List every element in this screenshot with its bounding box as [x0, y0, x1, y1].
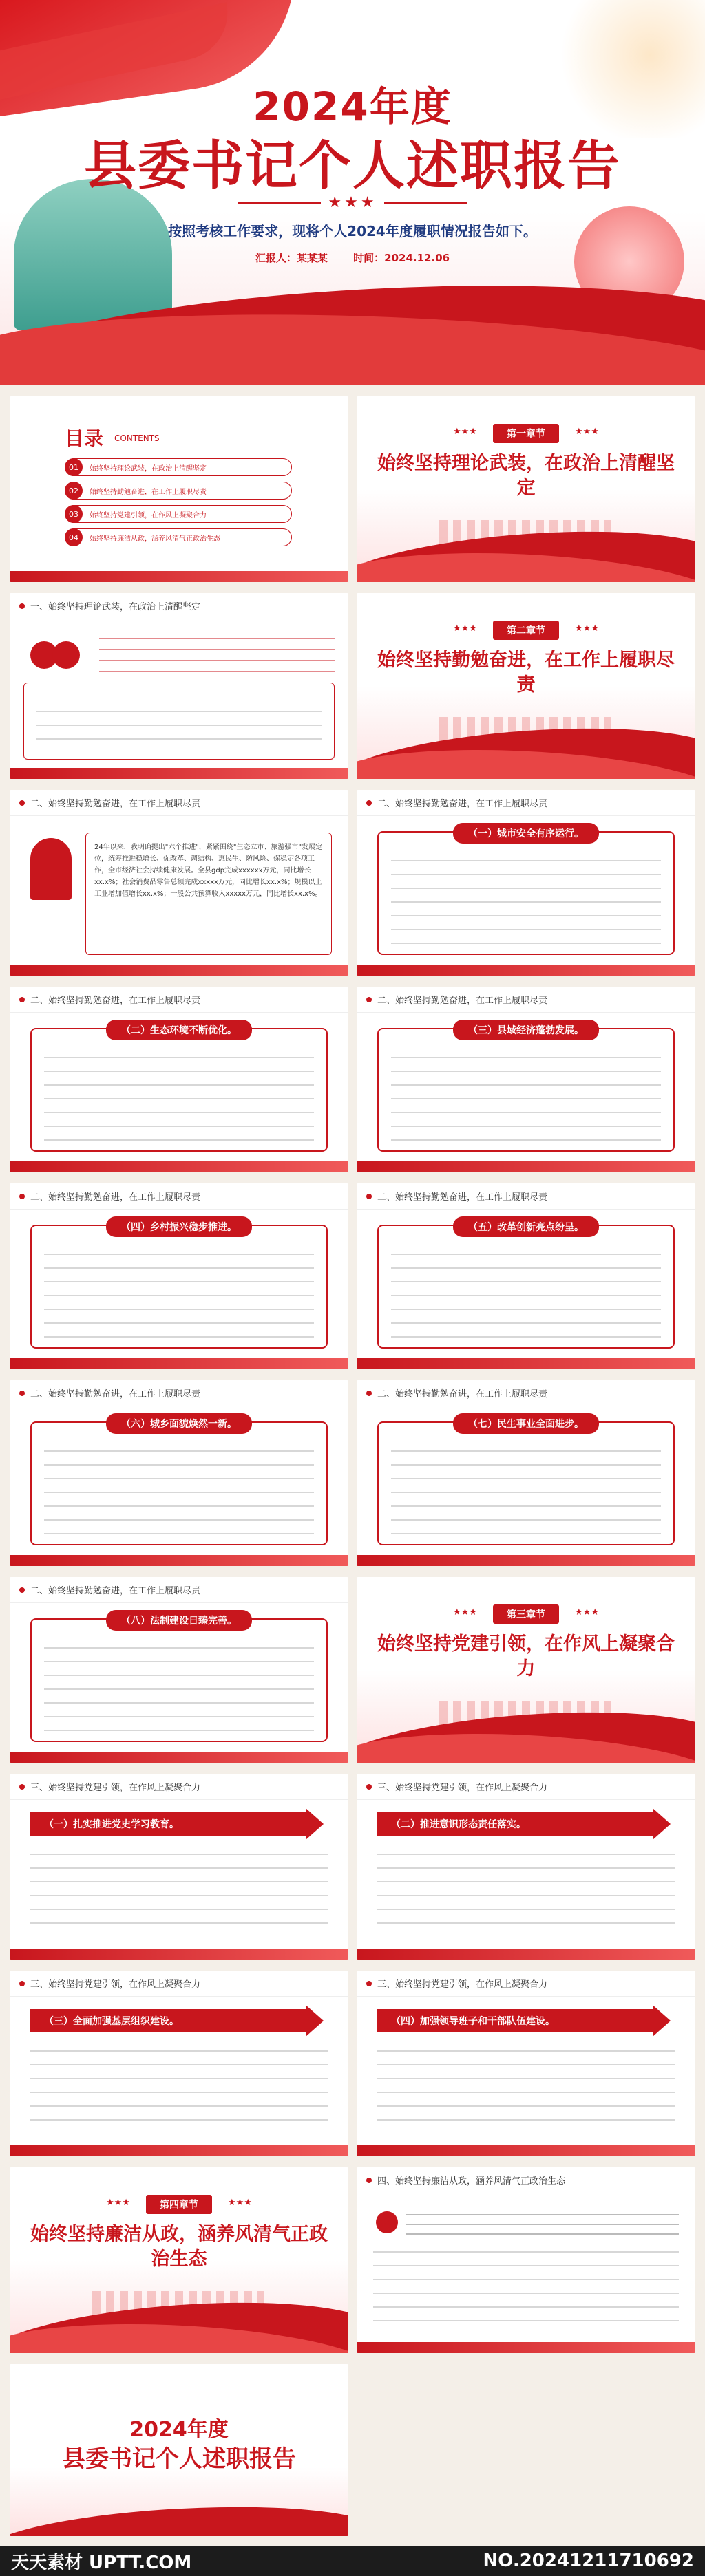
toc-item-3[interactable]: 03 始终坚持党建引领，在作风上凝聚合力 [65, 505, 292, 523]
section-2-8-slide: 二、始终坚持勤勉奋进，在工作上履职尽责 （八）法制建设日臻完善。 [10, 1577, 348, 1763]
cover-title-year: 2024年度 [253, 83, 452, 130]
chapter-4-slide: ★★★ ★★★ 第四章节 始终坚持廉洁从政，涵养风清气正政治生态 [10, 2167, 348, 2353]
section-1-slide [10, 593, 348, 779]
reporter-label: 汇报人：某某某 [255, 252, 328, 264]
section-2-intro-slide: 二、始终坚持勤勉奋进，在工作上履职尽责 24年以来，我明确提出"六个推进"，紧紧围绕"生态立市、旅游强市"发展定位，统筹推进稳增长、促改革、调结构、惠民生、防风险、保稳定各项工作，全市经济社会持续健康发展。全县gdp完成xxxxxx万元，同比增长xx.x%；社会消费品零售总额完成xxxxx万元，同比增长xx.x%；规模以上工业增加值增长xx.x%；一般公共预算收入xxxxx万元，同比增长xx.x%。 [10, 790, 348, 976]
section-3-2-slide: 三、始终坚持党建引领，在作风上凝聚合力 （二）推进意识形态责任落实。 [357, 1774, 695, 1960]
chapter-title: 始终坚持理论武装，在政治上清醒坚定 [377, 453, 675, 500]
section-4-slide: 四、始终坚持廉洁从政，涵养风清气正政治生态 [357, 2167, 695, 2353]
toc-title: 目录 [65, 427, 104, 450]
chapter-3-slide: ★★★ ★★★ 第三章节 始终坚持党建引领，在作风上凝聚合力 [357, 1577, 695, 1763]
chapter-title: 始终坚持勤勉奋进，在工作上履职尽责 [377, 650, 675, 696]
watermark-right: NO.20241211710692 [483, 2551, 694, 2571]
chapter-1-slide: ★★★ ★★★ 第一章节 始终坚持理论武装，在政治上清醒坚定 [357, 396, 695, 582]
chapter-tag: 第一章节 [493, 424, 559, 443]
watermark-left: 天天素材 UPTT.COM [11, 2552, 192, 2573]
section-3-1-slide: 三、始终坚持党建引领，在作风上凝聚合力 （一）扎实推进党史学习教育。 [10, 1774, 348, 1960]
toc-title-en: CONTENTS [114, 433, 160, 443]
cover-slide [0, 0, 705, 385]
star-divider: ★★★ [0, 194, 705, 211]
date-label: 时间：2024.12.06 [353, 252, 450, 264]
toc-item-1[interactable]: 01 始终坚持理论武装，在政治上清醒坚定 [65, 458, 292, 476]
section-2-7-slide: 二、始终坚持勤勉奋进，在工作上履职尽责 （七）民生事业全面进步。 [357, 1380, 695, 1566]
cover-meta [0, 250, 705, 265]
section-3-4-slide: 三、始终坚持党建引领，在作风上凝聚合力 （四）加强领导班子和干部队伍建设。 [357, 1971, 695, 2156]
cover-title-main: 县委书记个人述职报告 [84, 135, 621, 196]
cover-subtitle: 按照考核工作要求，现将个人2024年度履职情况报告如下。 [168, 223, 537, 239]
chapter-2-slide: ★★★ ★★★ 第二章节 始终坚持勤勉奋进，在工作上履职尽责 [357, 593, 695, 779]
end-slide: 2024年度 县委书记个人述职报告 [10, 2364, 348, 2536]
slide-footer [10, 571, 348, 582]
section-2-4-slide: 二、始终坚持勤勉奋进，在工作上履职尽责 （四）乡村振兴稳步推进。 [10, 1183, 348, 1369]
toc-item-4[interactable]: 04 始终坚持廉洁从政，涵养风清气正政治生态 [65, 528, 292, 546]
section-2-6-slide: 二、始终坚持勤勉奋进，在工作上履职尽责 （六）城乡面貌焕然一新。 [10, 1380, 348, 1566]
section-2-2-slide: 二、始终坚持勤勉奋进，在工作上履职尽责 （二）生态环境不断优化。 [10, 987, 348, 1172]
watermark-bar [0, 2546, 705, 2576]
section-2-3-slide: 二、始终坚持勤勉奋进，在工作上履职尽责 （三）县域经济蓬勃发展。 [357, 987, 695, 1172]
speaker-podium-icon [30, 838, 72, 900]
section-2-1-slide: 二、始终坚持勤勉奋进，在工作上履职尽责 （一）城市安全有序运行。 [357, 790, 695, 976]
section-2-5-slide: 二、始终坚持勤勉奋进，在工作上履职尽责 （五）改革创新亮点纷呈。 [357, 1183, 695, 1369]
intro-text: 24年以来，我明确提出"六个推进"，紧紧围绕"生态立市、旅游强市"发展定位，统筹推进稳增长、促改革、调结构、惠民生、防风险、保稳定各项工作，全市经济社会持续健康发展。全县gdp完成xxxxxx万元，同比增长xx.x%；社会消费品零售总额完成xxxxx万元，同比增长xx.x%；规模以上工业增加值增长xx.x%；一般公共预算收入xxxxx万元，同比增长xx.x%。 [85, 833, 332, 955]
toc-item-2[interactable]: 02 始终坚持勤勉奋进，在工作上履职尽责 [65, 482, 292, 500]
people-icon [52, 641, 80, 669]
section-3-3-slide: 三、始终坚持党建引领，在作风上凝聚合力 （三）全面加强基层组织建设。 [10, 1971, 348, 2156]
toc-slide [10, 396, 348, 582]
chapter-tag: 第二章节 [493, 621, 559, 640]
slide-header: 一、始终坚持理论武装，在政治上清醒坚定 [30, 602, 201, 612]
